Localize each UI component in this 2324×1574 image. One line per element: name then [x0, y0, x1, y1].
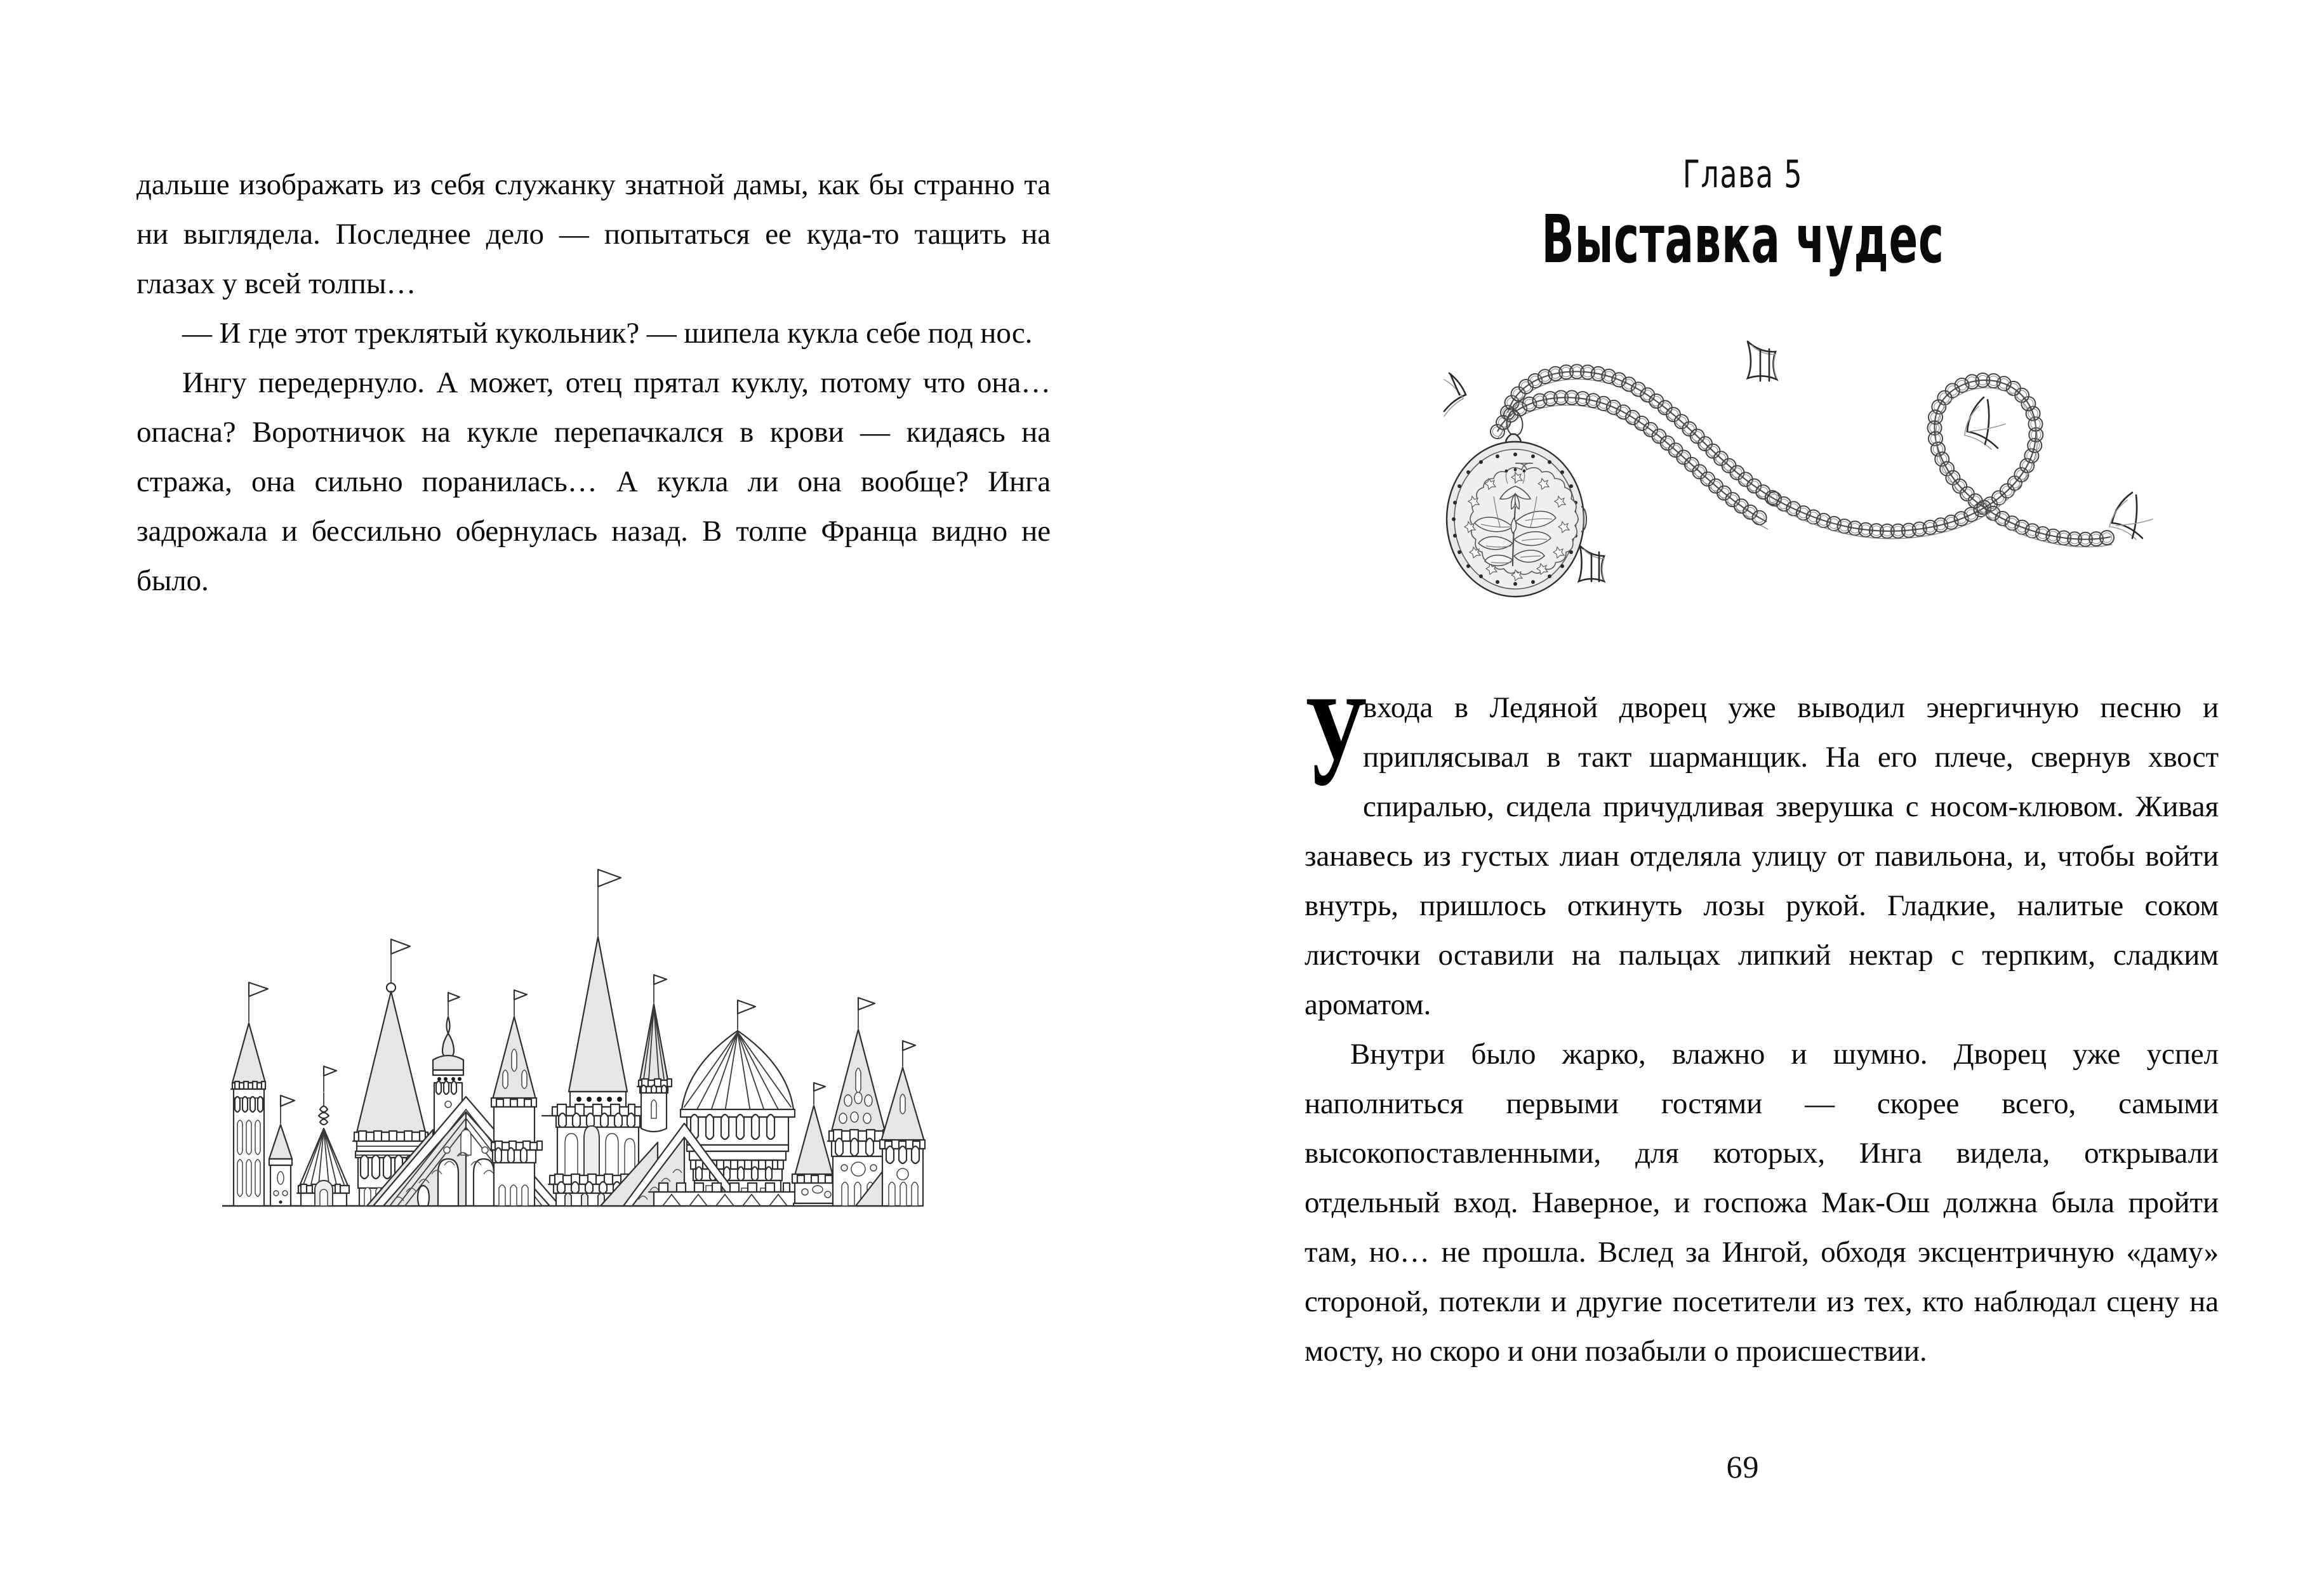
folio-block: [1162, 0, 2324, 1574]
tower-right-1: [792, 1083, 837, 1206]
tower-conical-striped: [681, 1000, 795, 1206]
paragraph: дальше изображать из себя служанку знатной дамы, как бы странно та ни выглядела. Последнее дело — попытаться ее куда-то тащить на глазах у всей толпы…: [136, 168, 1051, 300]
tower-thin-right-main: [637, 975, 672, 1132]
tower-left-1: [231, 982, 268, 1206]
tower-needle: [297, 1066, 349, 1206]
chapter-number: Глава 5: [1682, 152, 1803, 197]
paragraph: Ингу передернуло. А может, отец прятал куклу, потому что она… опасна? Воротничок на кукле перепачкался в крови — кидаясь на стража, она сильно поранилась… А кукла ли она вообще? Инга задрожала и бессильно обернулась назад. В толпе Франца видно не было.: [136, 366, 1051, 597]
drop-cap: У: [1305, 669, 1368, 813]
tower-left-2: [269, 1095, 295, 1206]
tower-pierced-spire: [490, 990, 542, 1206]
chapter-title: Выставка чудес: [1541, 201, 1944, 278]
paragraph-text: входа в Ледяной дворец уже выводил энергичную песню и приплясывал в такт шарманщик. На его плече, свернув хвост спиралью, сидела причудливая зверушка с носом-клювом. Живая занавесь из густых лиан отделяла улицу от павильона, и, чтобы войти внутрь, пришлось откинуть лозы рукой. Гладкие, налитые соком листочки оставили на пальцах липкий нектар с терпким, сладким ароматом.: [1305, 691, 2219, 1021]
castle-illustration: [209, 825, 933, 1307]
left-page-body-text: [136, 160, 1051, 605]
page-number: 69: [1726, 1449, 1760, 1485]
tower-far-right: [880, 1041, 925, 1206]
paragraph: Внутри было жарко, влажно и шумно. Дворец уже успел наполниться первыми гостями — скорее всего, самыми высокопоставленными, для которых, Инга видела, открывали отдельный вход. Наверное, и госпожа Мак-Ош должна была пройти там, но… не прошла. Вслед за Ингой, обходя эксцентричную «даму» стороной, потекли и другие посетители из тех, кто наблюдал сцену на мосту, но скоро и они позабыли о происшествии.: [1305, 1038, 2219, 1368]
paragraph: — И где этот треклятый кукольник? — шипела кукла себе под нос.: [182, 317, 1033, 350]
tower-main-center: [542, 870, 646, 1206]
